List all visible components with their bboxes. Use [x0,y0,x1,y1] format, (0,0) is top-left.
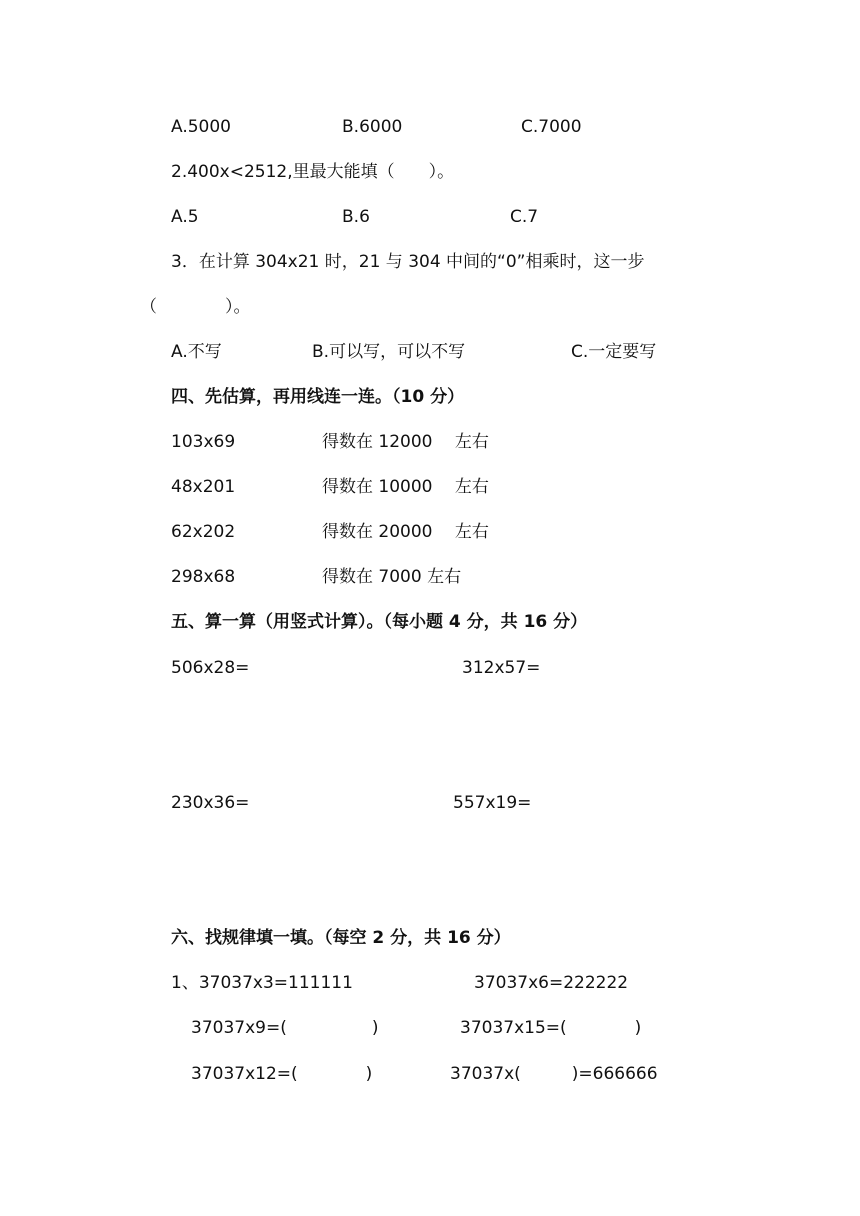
option-c: C.7000 [521,117,582,137]
q3-option-a: A.不写 [171,342,222,362]
q3-option-b: B.可以写，可以不写 [312,342,466,362]
estimate-right-4: 得数在 7000 左右 [322,567,462,587]
question-2: 2.400x<2512,里最大能填（ ）。 [171,162,455,182]
estimate-left-3: 62x202 [171,522,236,542]
problem-2: 312x57= [462,658,541,678]
problem-3: 230x36= [171,793,250,813]
pattern-1b: 37037x6=222222 [474,973,629,993]
estimate-right-1: 得数在 12000 左右 [322,432,489,452]
problem-1: 506x28= [171,658,250,678]
q2-option-b: B.6 [342,207,370,227]
question-3-line1: 3．在计算 304x21 时，21 与 304 中间的“0”相乘时，这一步 [171,252,645,272]
q3-option-c: C.一定要写 [571,342,657,362]
section-5-title: 五、算一算（用竖式计算）。（每小题 4 分，共 16 分） [171,612,588,632]
question-3-line2: （ ）。 [140,297,251,317]
q2-option-a: A.5 [171,207,199,227]
estimate-left-2: 48x201 [171,477,236,497]
pattern-3b: 37037x( )=666666 [450,1064,658,1084]
pattern-1a: 1、37037x3=111111 [171,973,353,993]
pattern-3a: 37037x12=( ) [191,1064,373,1084]
option-a: A.5000 [171,117,231,137]
estimate-right-2: 得数在 10000 左右 [322,477,489,497]
problem-4: 557x19= [453,793,532,813]
pattern-2b: 37037x15=( ) [460,1018,642,1038]
section-4-title: 四、先估算，再用线连一连。（10 分） [171,387,465,407]
option-b: B.6000 [342,117,403,137]
section-6-title: 六、找规律填一填。（每空 2 分，共 16 分） [171,928,511,948]
q2-option-c: C.7 [510,207,539,227]
estimate-left-1: 103x69 [171,432,236,452]
pattern-2a: 37037x9=( ) [191,1018,379,1038]
estimate-left-4: 298x68 [171,567,236,587]
estimate-right-3: 得数在 20000 左右 [322,522,489,542]
